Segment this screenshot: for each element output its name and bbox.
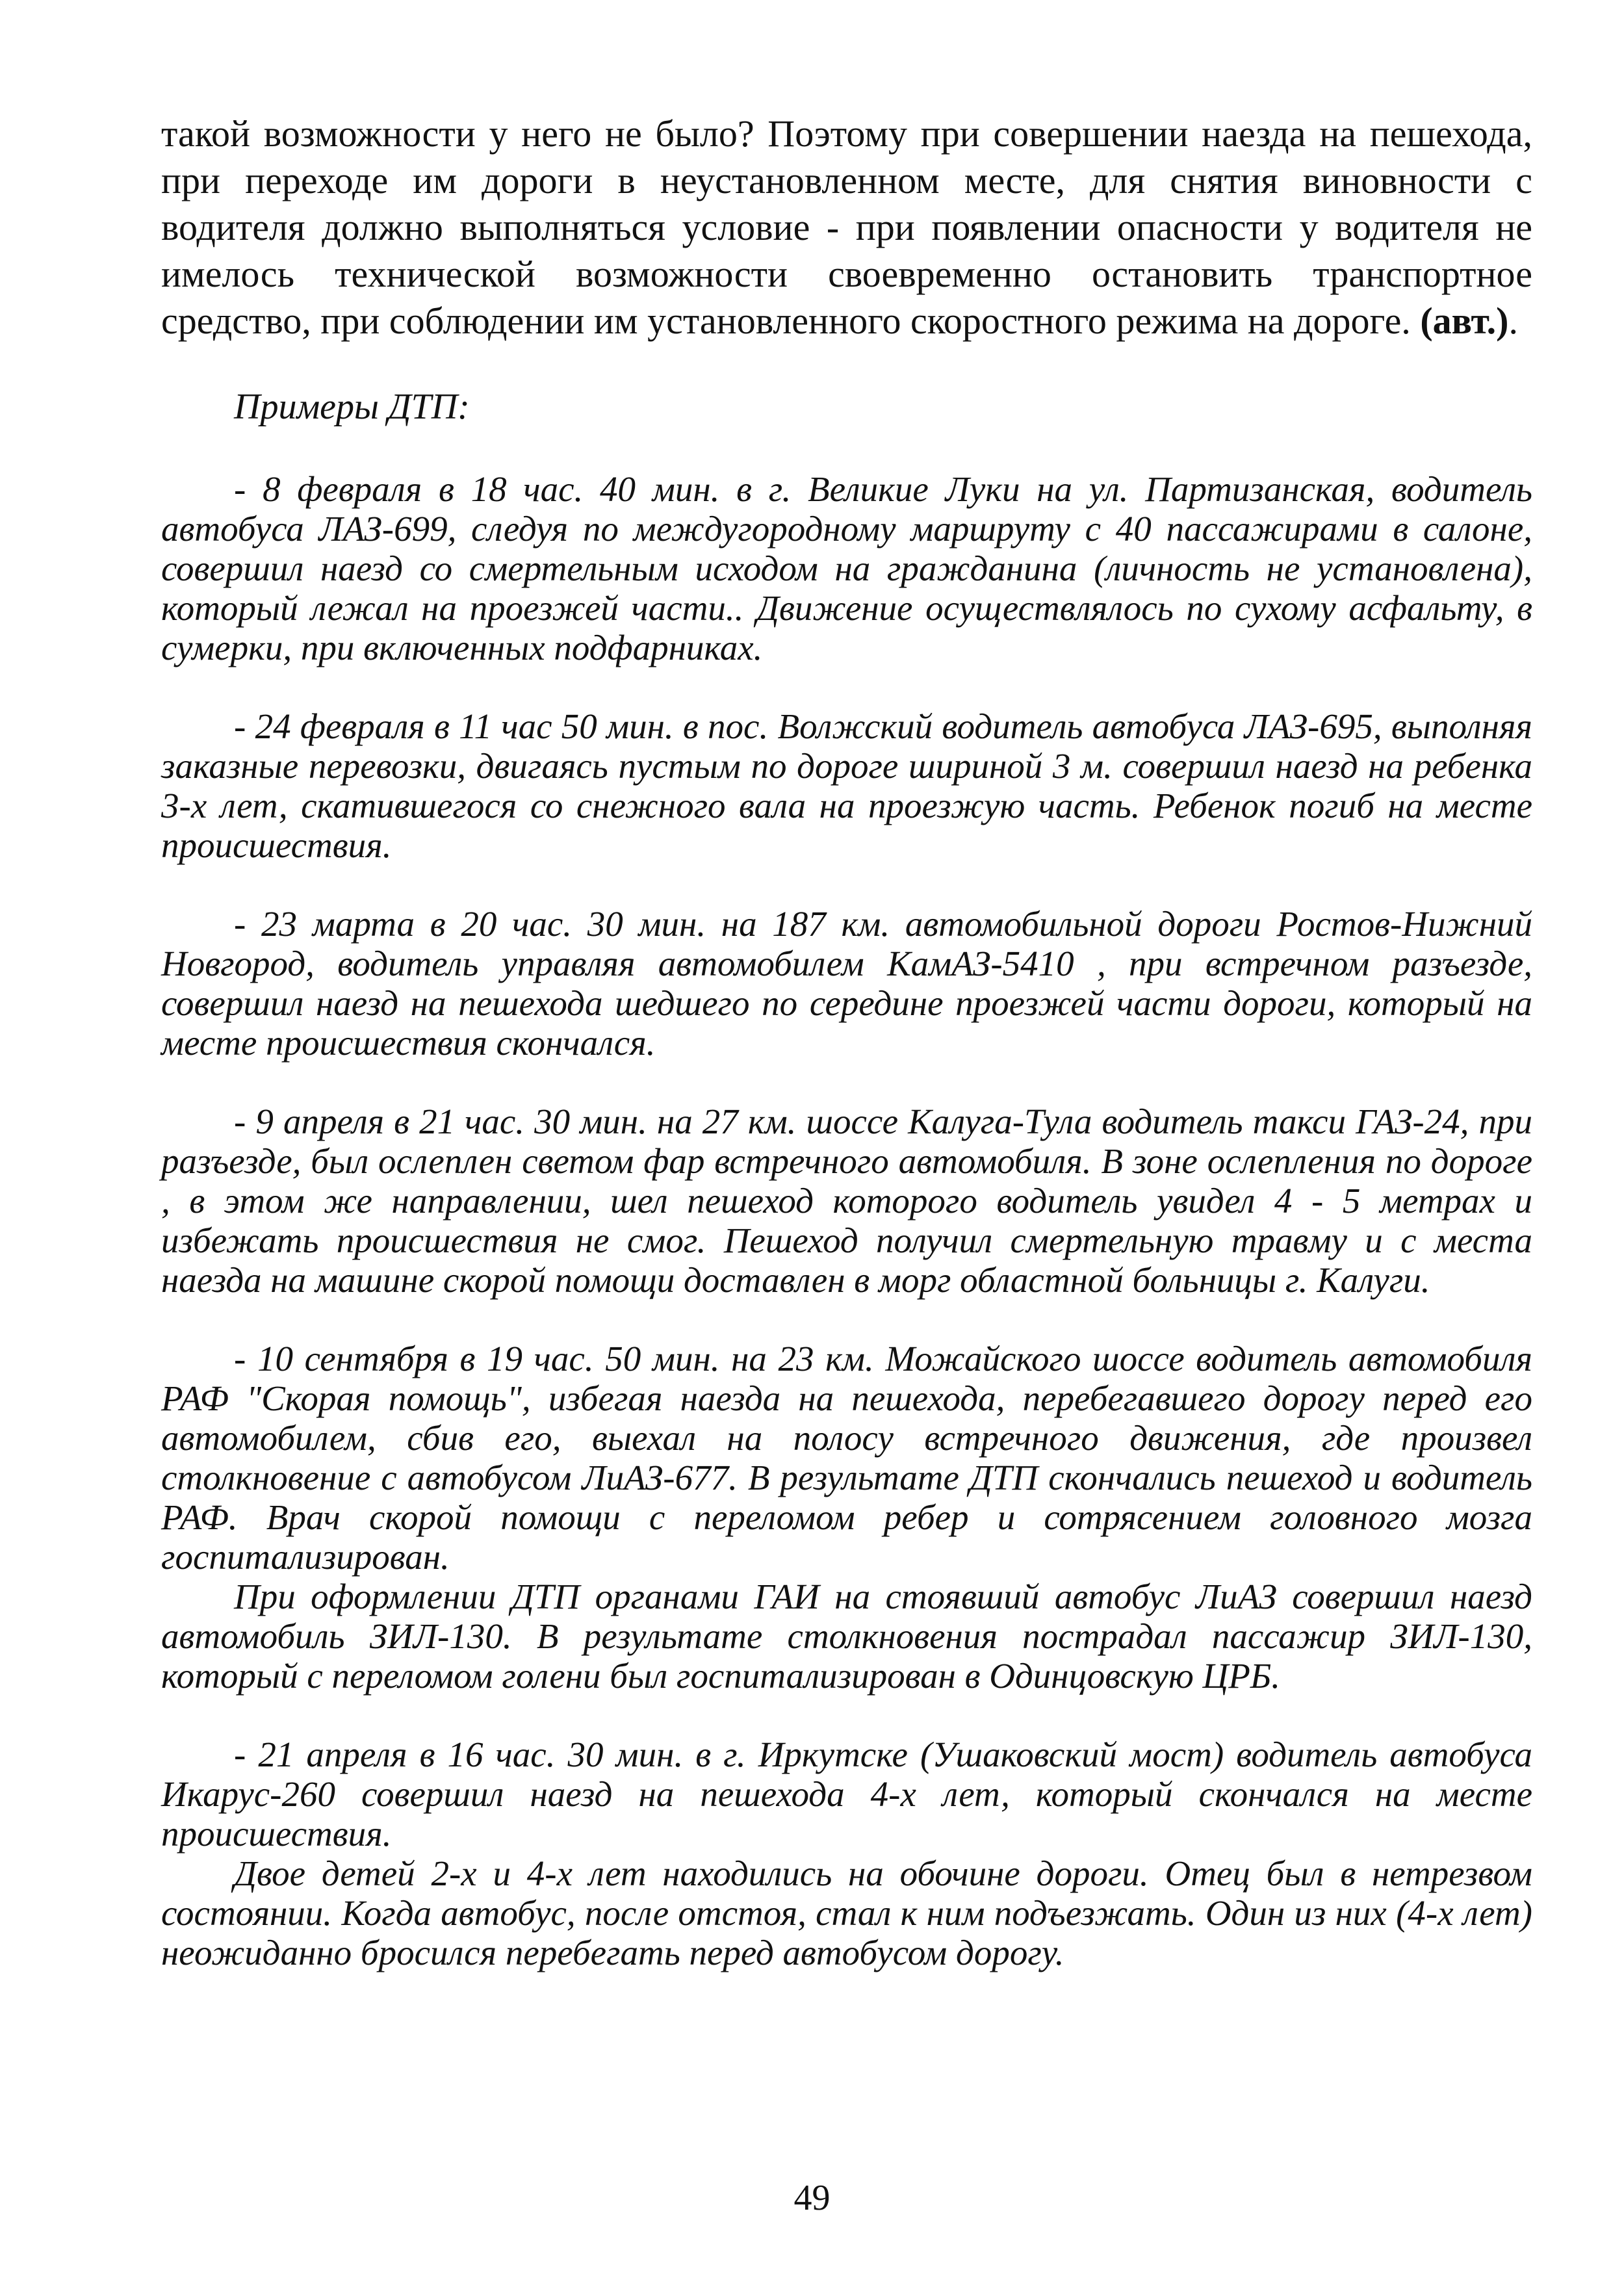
- example-paragraph: - 9 апреля в 21 час. 30 мин. на 27 км. шоссе Калуга-Тула водитель такси ГАЗ-24, при разъезде, был ослеплен светом фар встречного автомобиля. В зоне ослепления по дороге , в этом же направлении, шел пешеход которого водитель увидел 4 - 5 метрах и избежать происшествия не смог. Пешеход получил смертельную травму и с места наезда на машине скорой помощи доставлен в морг областной больницы г. Калуги.: [161, 1102, 1532, 1300]
- example-paragraph: - 24 февраля в 11 час 50 мин. в пос. Волжский водитель автобуса ЛАЗ-695, выполняя заказные перевозки, двигаясь пустым по дороге шириной 3 м. совершил наезд на ребенка 3-х лет, скатившегося со снежного вала на проезжую часть. Ребенок погиб на месте происшествия.: [161, 706, 1532, 865]
- example-block-4: [161, 1102, 1532, 1300]
- example-paragraph: - 23 марта в 20 час. 30 мин. на 187 км. автомобильной дороги Ростов-Нижний Новгород, водитель управляя автомобилем КамАЗ-5410 , при встречном разъезде, совершил наезд на пешехода шедшего по середине проезжей части дороги, который на месте происшествия скончался.: [161, 904, 1532, 1063]
- example-paragraph: - 10 сентября в 19 час. 50 мин. на 23 км. Можайского шоссе водитель автомобиля РАФ "Скорая помощь", избегая наезда на пешехода, перебегавшего дорогу перед его автомобилем, сбив его, выехал на полосу встречного движения, где произвел столкновение с автобусом ЛиАЗ-677. В результате ДТП скончались пешеход и водитель РАФ. Врач скорой помощи с переломом ребер и сотрясением головного мозга госпитализирован.: [161, 1339, 1532, 1577]
- example-block-3: [161, 904, 1532, 1063]
- examples-heading: Примеры ДТП:: [234, 387, 470, 427]
- example-paragraph: Двое детей 2-х и 4-х лет находились на обочине дороги. Отец был в нетрезвом состоянии. Когда автобус, после отстоя, стал к ним подъезжать. Один из них (4-х лет) неожиданно бросился перебегать перед автобусом дорогу.: [161, 1854, 1532, 1972]
- page-number: 49: [793, 2178, 831, 2218]
- intro-text: такой возможности у него не было? Поэтому при совершении наезда на пешехода, при переходе им дороги в неустановленном месте, для снятия виновности с водителя должно выполняться условие - при появлении опасности у водителя не имелось технической возможности своевременно остановить транспортное средство, при соблюдении им установленного скоростного режима на дороге.: [161, 112, 1532, 342]
- intro-bold-note: (авт.): [1420, 300, 1509, 342]
- example-paragraph: - 8 февраля в 18 час. 40 мин. в г. Великие Луки на ул. Партизанская, водитель автобуса ЛАЗ-699, следуя по междугородному маршруту с 40 пассажирами в салоне, совершил наезд со смертельным исходом на гражданина (личность не установлена), который лежал на проезжей части.. Движение осуществлялось по сухому асфальту, в сумерки, при включенных подфарниках.: [161, 469, 1532, 667]
- intro-end: .: [1508, 300, 1518, 342]
- example-paragraph: При оформлении ДТП органами ГАИ на стоявший автобус ЛиАЗ совершил наезд автомобиль ЗИЛ-130. В результате столкновения пострадал пассажир ЗИЛ-130, который с переломом голени был госпитализирован в Одинцовскую ЦРБ.: [161, 1577, 1532, 1696]
- example-block-1: [161, 469, 1532, 667]
- example-block-5: [161, 1339, 1532, 1696]
- example-paragraph: - 21 апреля в 16 час. 30 мин. в г. Иркутске (Ушаковский мост) водитель автобуса Икарус-260 совершил наезд на пешехода 4-х лет, который скончался на месте происшествия.: [161, 1735, 1532, 1854]
- example-block-6: [161, 1735, 1532, 1972]
- example-block-2: [161, 706, 1532, 865]
- intro-paragraph: [161, 110, 1532, 344]
- document-page: [161, 110, 1532, 1972]
